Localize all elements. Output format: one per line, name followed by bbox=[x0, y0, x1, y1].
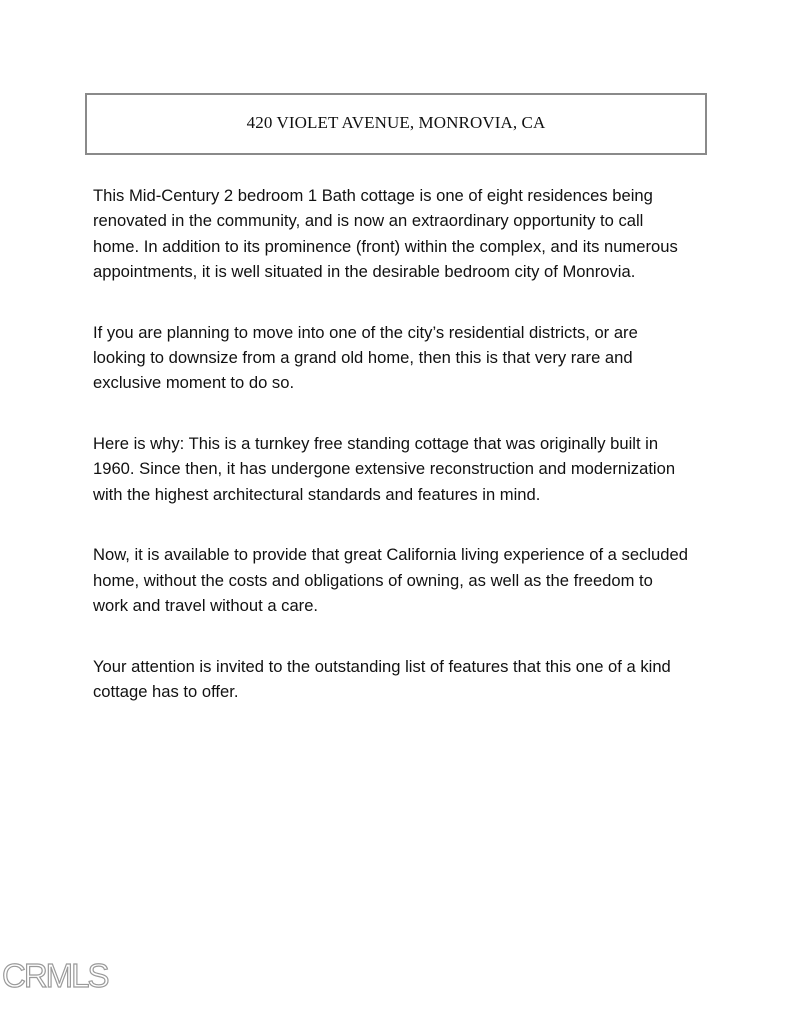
document-title: 420 VIOLET AVENUE, MONROVIA, CA bbox=[246, 113, 546, 132]
paragraph-why bbox=[93, 431, 713, 507]
paragraph-line: Your attention is invited to the outstanding list of features that this one of a kind bbox=[93, 656, 671, 676]
paragraph-line: appointments, it is well situated in the desirable bedroom city of Monrovia. bbox=[93, 261, 636, 281]
paragraph-line: work and travel without a care. bbox=[93, 596, 319, 616]
paragraph-line: looking to downsize from a grand old home, then this is that very rare and bbox=[93, 347, 633, 367]
paragraph-line: 1960. Since then, it has undergone extensive reconstruction and modernization bbox=[93, 459, 676, 479]
paragraph-line: with the highest architectural standards and features in mind. bbox=[93, 484, 541, 504]
paragraph-available bbox=[93, 542, 713, 618]
paragraph-line: home, without the costs and obligations of owning, as well as the freedom to bbox=[93, 570, 653, 590]
paragraph-line: exclusive moment to do so. bbox=[93, 373, 295, 393]
title-box bbox=[85, 93, 707, 155]
paragraph-line: Now, it is available to provide that great California living experience of a secluded bbox=[93, 545, 688, 565]
paragraph-line: cottage has to offer. bbox=[93, 682, 239, 702]
paragraph-line: home. In addition to its prominence (front) within the complex, and its numerous bbox=[93, 236, 678, 256]
paragraph-line: renovated in the community, and is now an extraordinary opportunity to call bbox=[93, 211, 644, 231]
paragraph-line: This Mid-Century 2 bedroom 1 Bath cottage is one of eight residences being bbox=[93, 186, 653, 205]
document-body bbox=[93, 183, 713, 740]
paragraph-line: Here is why: This is a turnkey free standing cottage that was originally built in bbox=[93, 434, 659, 454]
paragraph-intro bbox=[93, 183, 713, 284]
paragraph-line: If you are planning to move into one of the city’s residential districts, or are bbox=[93, 322, 638, 342]
paragraph-features bbox=[93, 654, 713, 705]
paragraph-planning bbox=[93, 320, 713, 396]
crmls-watermark: CRMLS bbox=[2, 957, 108, 994]
